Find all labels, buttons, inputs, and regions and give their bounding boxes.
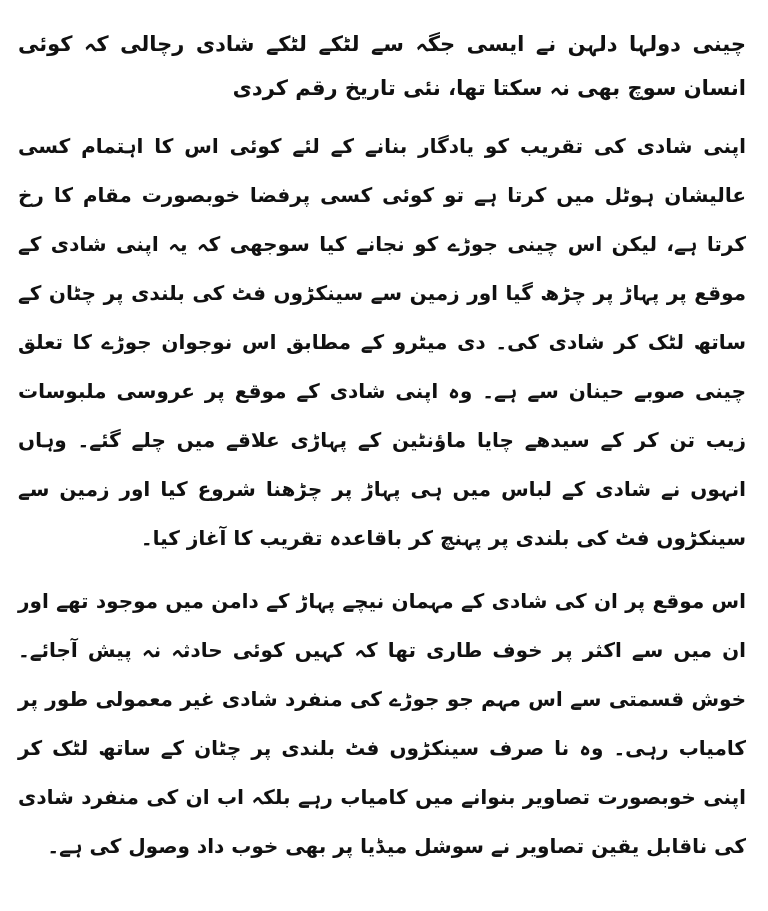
article-headline: چینی دولہا دلہن نے ایسی جگہ سے لٹکے لٹکے شادی رچالی کہ کوئی انسان سوچ بھی نہ سکتا تھا، نئی تاریخ رقم کردی (18, 32, 746, 100)
article-paragraph: اپنی شادی کی تقریب کو یادگار بنانے کے لئے کوئی اس کا اہتمام کسی عالیشان ہوٹل میں کرتا ہے تو کوئی کسی پرفضا خوبصورت مقام کا رخ کرتا ہے، لیکن اس چینی جوڑے کو نجانے کیا سوجھی کہ یہ اپنی شادی کے موقع پر پہاڑ پر چڑھ گیا اور زمین سے سینکڑوں فٹ کی بلندی پر چٹان کے ساتھ لٹک کر شادی کی۔ دی میٹرو کے مطابق اس نوجوان جوڑے کا تعلق چینی صوبے حینان سے ہے۔ وہ اپنی شادی کے موقع پر عروسی ملبوسات زیب تن کر کے سیدھے چایا ماؤنٹین کے پہاڑی علاقے میں چلے گئے۔ وہاں انہوں نے شادی کے لباس میں ہی پہاڑ پر چڑھنا شروع کیا اور زمین سے سینکڑوں فٹ کی بلندی پر پہنچ کر باقاعدہ تقریب کا آغاز کیا۔ (18, 134, 746, 550)
article-paragraph: اس موقع پر ان کی شادی کے مہمان نیچے پہاڑ کے دامن میں موجود تھے اور ان میں سے اکثر پر خوف طاری تھا کہ کہیں کوئی حادثہ نہ پیش آجائے۔ خوش قسمتی سے اس مہم جو جوڑے کی منفرد شادی غیر معمولی طور پر کامیاب رہی۔ وہ نا صرف سینکڑوں فٹ بلندی پر چٹان کے ساتھ لٹک کر اپنی خوبصورت تصاویر بنوانے میں کامیاب رہے بلکہ اب ان کی منفرد شادی کی ناقابل یقین تصاویر نے سوشل میڈیا پر بھی خوب داد وصول کی ہے۔ (18, 589, 746, 858)
news-article (18, 0, 746, 911)
